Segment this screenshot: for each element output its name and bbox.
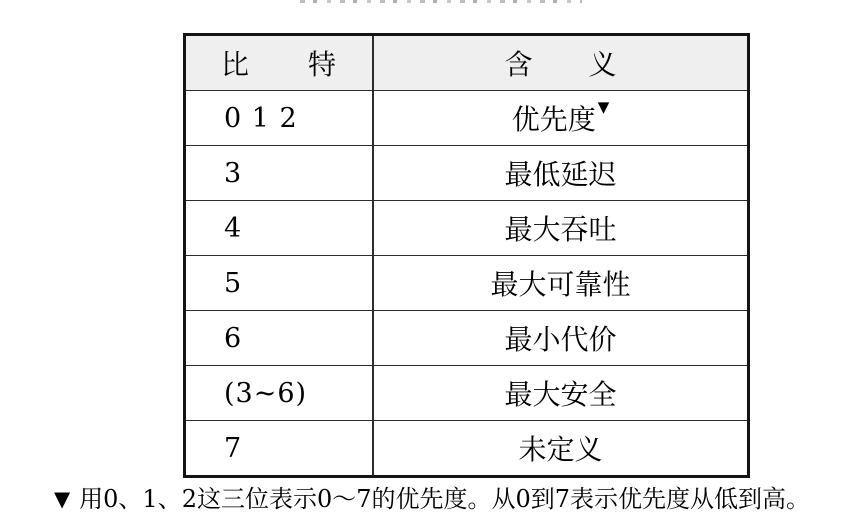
meaning-cell: 最小代价 — [504, 323, 617, 356]
table-row — [186, 91, 747, 146]
bit-meaning-table — [183, 33, 750, 478]
table-footnote — [54, 484, 834, 515]
meaning-cell: 未定义 — [518, 433, 603, 466]
table-row — [186, 311, 747, 366]
table-row — [186, 201, 747, 256]
footnote-triangle-icon: ▼ — [54, 487, 71, 511]
header-cell-bit: 比 特 — [186, 36, 374, 90]
meaning-cell: 最低延迟 — [504, 158, 617, 191]
table-header-row — [186, 36, 747, 91]
meaning-cell: 最大吞吐 — [504, 213, 617, 246]
meaning-cell: 最大安全 — [504, 378, 617, 411]
meaning-text: 优先度 — [511, 103, 596, 136]
bit-cell: 6 — [186, 311, 374, 365]
bit-cell: 3 — [186, 146, 374, 200]
bit-cell: (3~6) — [186, 366, 374, 420]
bit-cell: 7 — [186, 421, 374, 475]
bit-cell: 4 — [186, 201, 374, 255]
table-row — [186, 421, 747, 475]
meaning-cell — [374, 91, 747, 145]
meaning-cell: 最大可靠性 — [490, 268, 631, 301]
footnote-reference-triangle-icon: ▼ — [597, 98, 610, 116]
table-row — [186, 146, 747, 201]
bit-cell: 5 — [186, 256, 374, 310]
clipped-caption-fragment — [300, 0, 582, 3]
footnote-text: 用0、1、2这三位表示0～7的优先度。从0到7表示优先度从低到高。 — [79, 485, 811, 513]
table-row — [186, 256, 747, 311]
table-row — [186, 366, 747, 421]
header-cell-meaning: 含 义 — [504, 48, 617, 81]
bit-cell: 0 1 2 — [186, 91, 374, 145]
